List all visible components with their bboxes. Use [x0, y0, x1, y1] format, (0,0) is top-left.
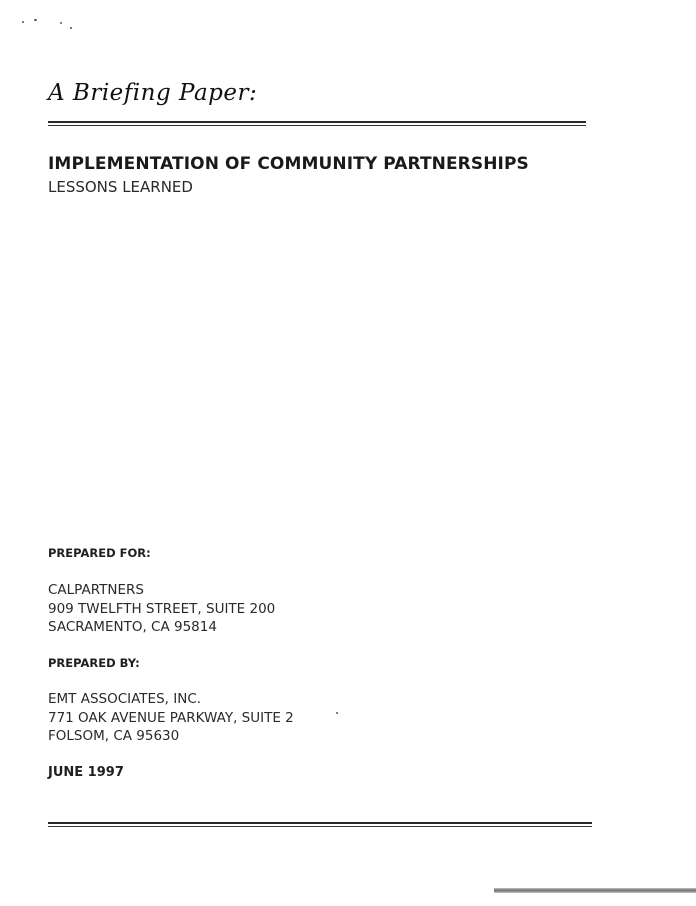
scan-edge-shadow	[494, 888, 696, 893]
document-date: JUNE 1997	[48, 765, 124, 780]
document-subtitle: LESSONS LEARNED	[48, 178, 193, 196]
top-divider	[48, 121, 586, 126]
address-line: 909 TWELFTH STREET, SUITE 200	[48, 600, 276, 617]
briefing-paper-heading: A Briefing Paper:	[48, 80, 258, 106]
address-line: EMT ASSOCIATES, INC.	[48, 691, 202, 707]
scan-speck	[60, 22, 62, 24]
prepared-by-label: PREPARED BY:	[48, 656, 140, 670]
scan-speck	[336, 712, 338, 714]
address-line: CALPARTNERS	[48, 582, 144, 598]
prepared-by-address	[48, 690, 294, 746]
document-title: IMPLEMENTATION OF COMMUNITY PARTNERSHIPS	[48, 154, 529, 174]
bottom-divider	[48, 822, 592, 827]
address-line: 771 OAK AVENUE PARKWAY, SUITE 2	[48, 709, 294, 726]
address-line: SACRAMENTO, CA 95814	[48, 619, 217, 635]
scan-speck	[22, 21, 24, 23]
scan-speck	[34, 19, 37, 21]
address-line: FOLSOM, CA 95630	[48, 728, 180, 744]
prepared-for-address	[48, 581, 275, 637]
prepared-for-label: PREPARED FOR:	[48, 546, 151, 560]
scan-speck	[70, 27, 72, 29]
